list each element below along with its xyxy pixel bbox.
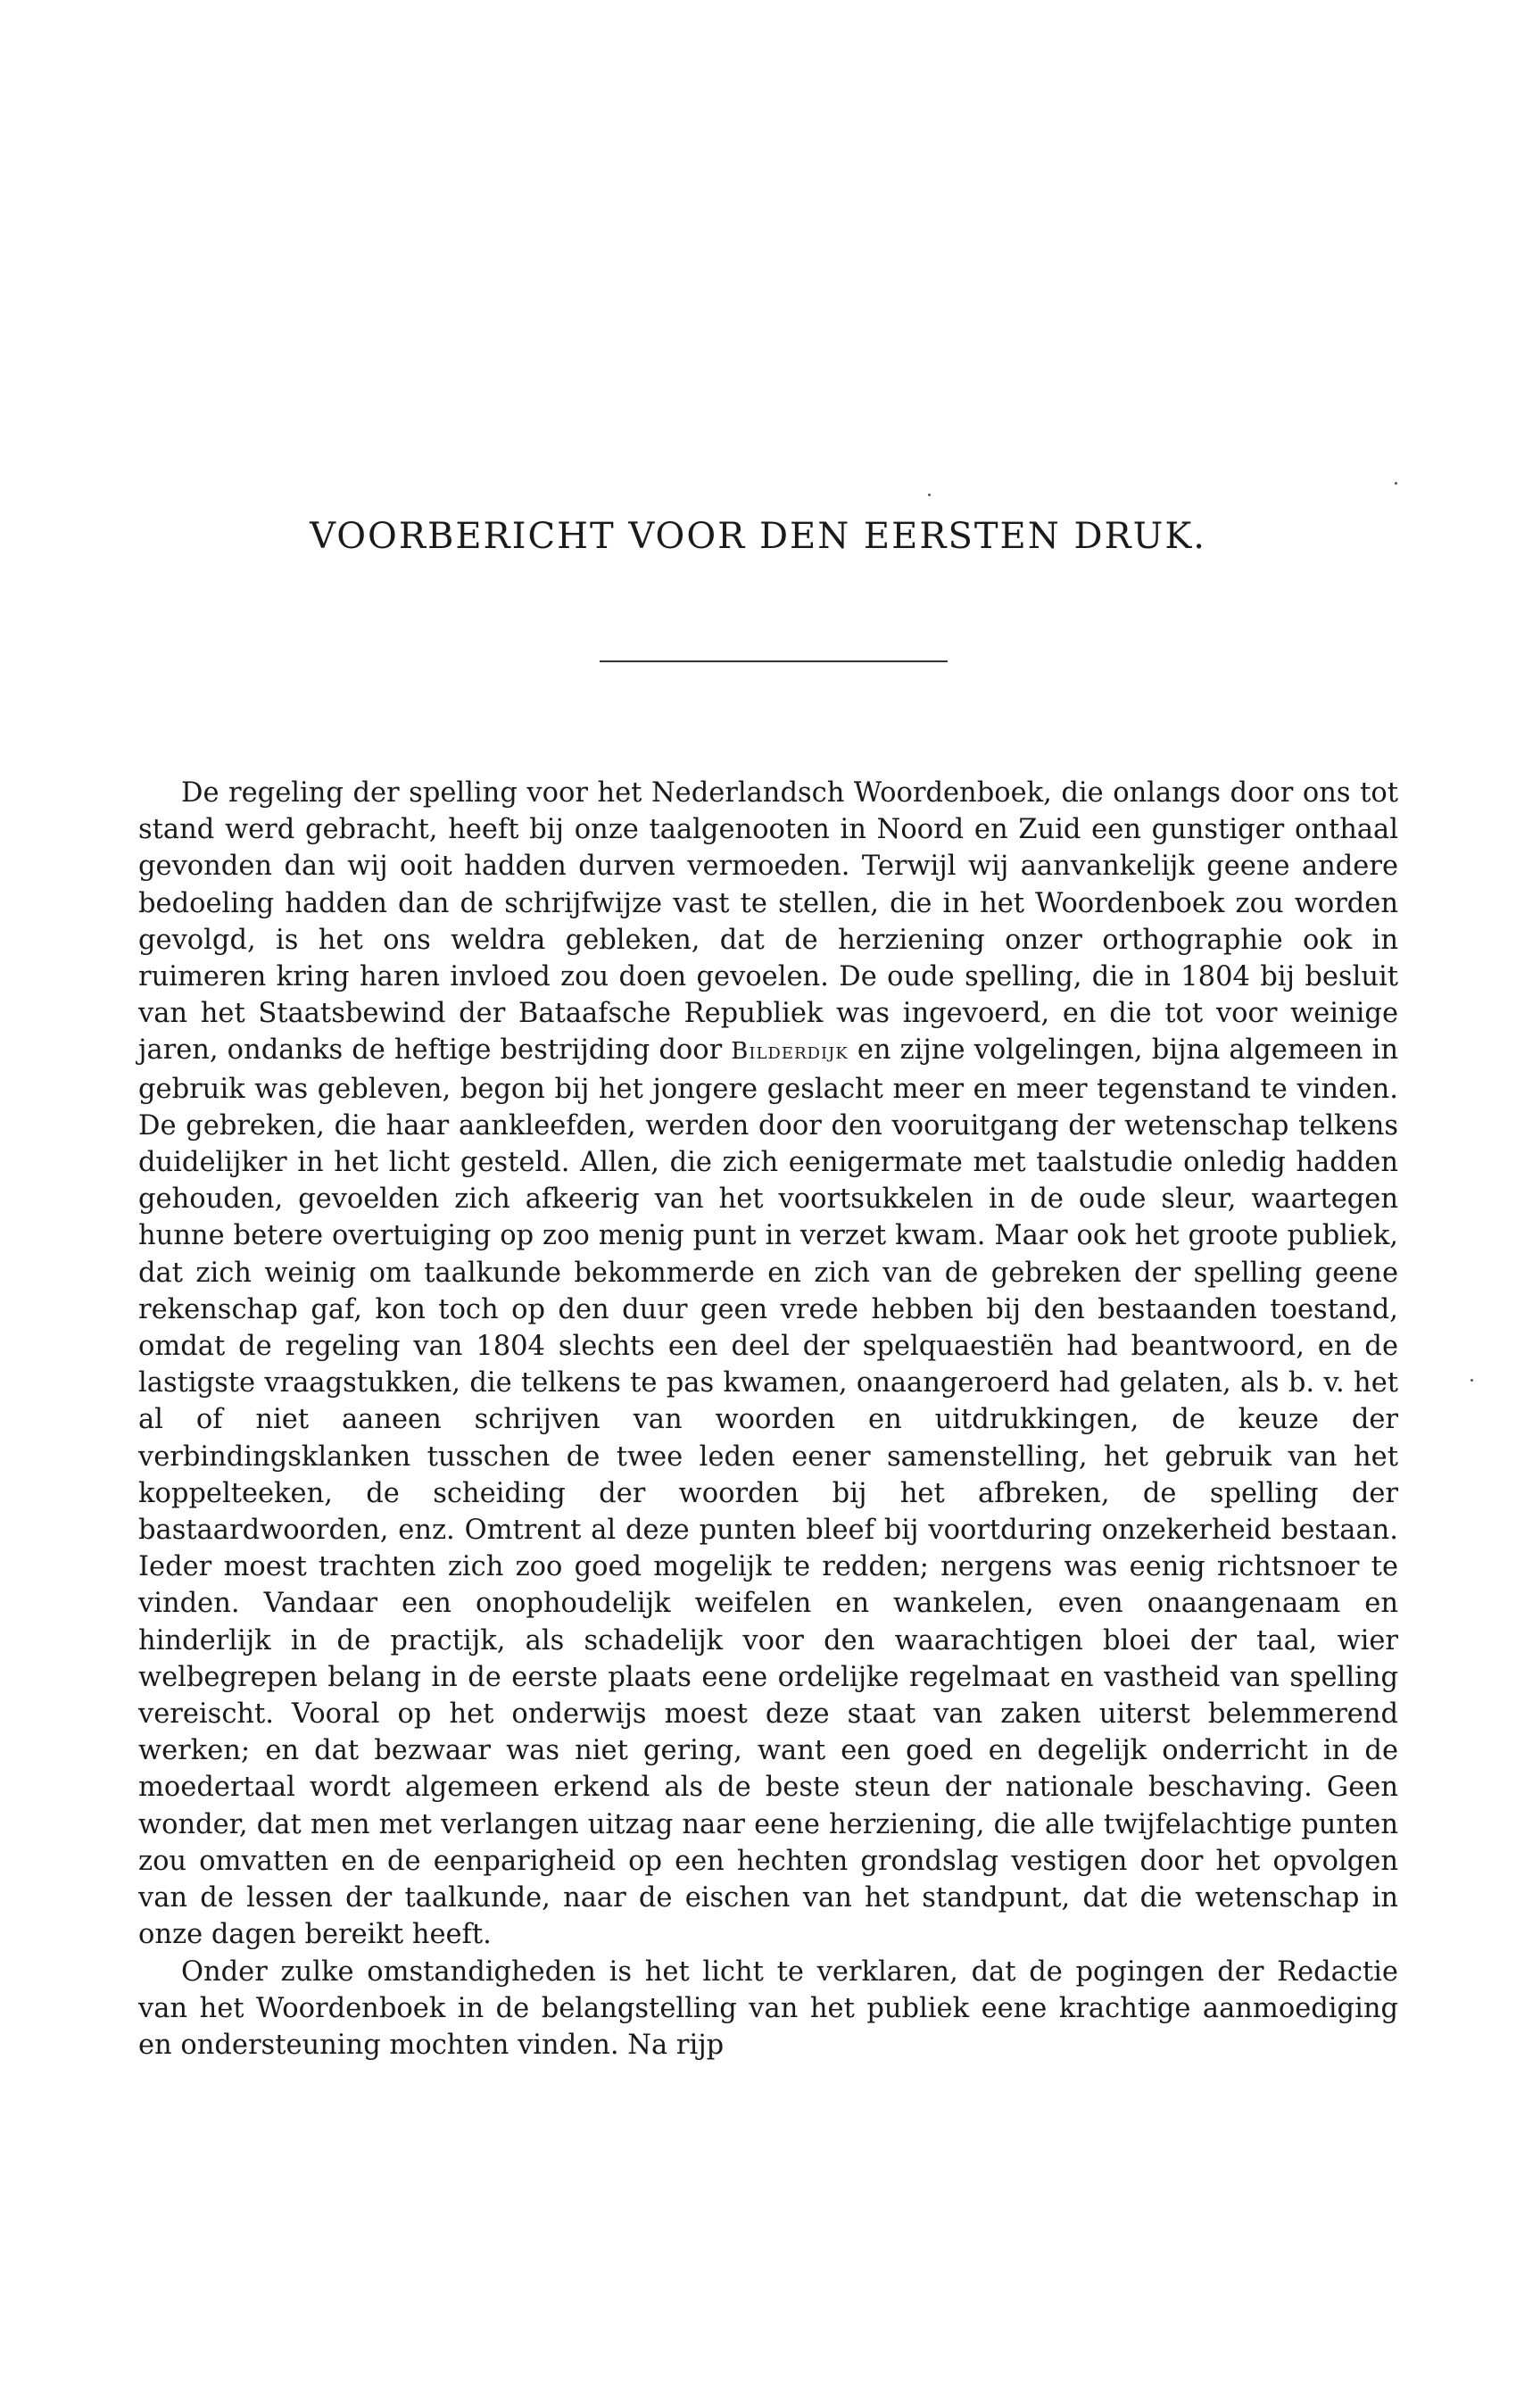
print-speck: [928, 494, 931, 496]
paragraph-1-part-2: en zijne volgelingen, bijna algemeen in gebruik was gebleven, begon bij het jongere geslacht meer en meer tegenstand te vinden. De gebreken, die haar aankleefden, werden door den vooruitgang der wetenschap telkens duidelijker in het licht gesteld. Allen, die zich eenigermate met taalstudie onledig hadden gehouden, gevoelden zich afkeerig van het voortsukkelen in de oude sleur, waartegen hunne betere overtuiging op zoo menig punt in verzet kwam. Maar ook het groote publiek, dat zich weinig om taalkunde bekommerde en zich van de gebreken der spelling geene rekenschap gaf, kon toch op den duur geen vrede hebben bij den bestaanden toestand, omdat de regeling van 1804 slechts een deel der spelquaestiën had beantwoord, en de lastigste vraagstukken, die telkens te pas kwamen, onaangeroerd had gelaten, als b. v. het al of niet aaneen schrijven van woorden en uitdrukkingen, de keuze der verbindingsklanken tusschen de twee leden eener samenstelling, het gebruik van het koppelteeken, de scheiding der woorden bij het afbreken, de spelling der bastaardwoorden, enz. Omtrent al deze punten bleef bij voortduring onzekerheid bestaan. Ieder moest trachten zich zoo goed mogelijk te redden; nergens was eenig richtsnoer te vinden. Vandaar een onophoudelijk weifelen en wankelen, even onaangenaam en hinderlijk in de practijk, als schadelijk voor den waarachtigen bloei der taal, wier welbegrepen belang in de eerste plaats eene ordelijke regelmaat en vastheid van spelling vereischt. Vooral op het onderwijs moest deze staat van zaken uiterst belemmerend werken; en dat bezwaar was niet gering, want een goed en degelijk onderricht in de moedertaal wordt algemeen erkend als de beste steun der nationale beschaving. Geen wonder, dat men met verlangen uitzag naar eene herziening, die alle twijfelachtige punten zou omvatten en de eenparigheid op een hechten grondslag vestigen door het opvolgen van de lessen der taalkunde, naar de eischen van het standpunt, dat die wetenschap in onze dagen bereikt heeft.: [138, 1034, 1398, 1951]
body-text: [138, 775, 1398, 2063]
print-speck: [1470, 1379, 1473, 1382]
page-title: VOORBERICHT VOOR DEN EERSTEN DRUK.: [310, 516, 1206, 557]
paragraph-1: [138, 775, 1398, 1954]
title-divider: [600, 660, 948, 662]
author-name-bilderdijk: Bilderdijk: [731, 1038, 849, 1066]
print-speck: [1395, 482, 1397, 485]
paragraph-1-part-1: De regeling der spelling voor het Nederlandsch Woordenboek, die onlangs door ons tot stand werd gebracht, heeft bij onze taalgenooten in Noord en Zuid een gunstiger onthaal gevonden dan wij ooit hadden durven vermoeden. Terwijl wij aanvankelijk geene andere bedoeling hadden dan de schrijfwijze vast te stellen, die in het Woordenboek zou worden gevolgd, is het ons weldra gebleken, dat de herziening onzer orthographie ook in ruimeren kring haren invloed zou doen gevoelen. De oude spelling, die in 1804 bij besluit van het Staatsbewind der Bataafsche Republiek was ingevoerd, en die tot voor weinige jaren, ondanks de heftige bestrijding door: [138, 777, 1398, 1067]
paragraph-2: Onder zulke omstandigheden is het licht te verklaren, dat de pogingen der Redactie van het Woordenboek in de belangstelling van het publiek eene krachtige aanmoediging en ondersteuning mochten vinden. Na rijp: [138, 1955, 1398, 2061]
